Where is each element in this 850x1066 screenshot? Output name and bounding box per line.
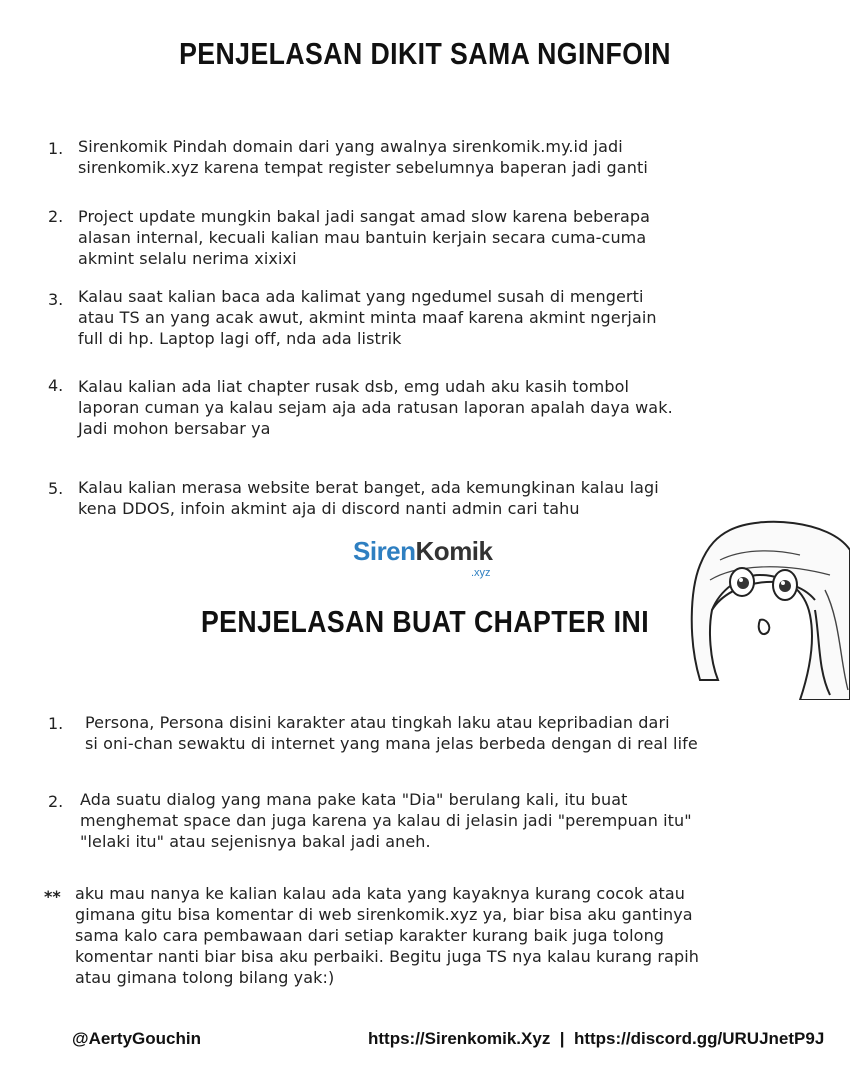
list-item-line: Ada suatu dialog yang mana pake kata "Dia" berulang kali, itu buat: [80, 790, 628, 809]
note-line: aku mau nanya ke kalian kalau ada kata yang kayaknya kurang cocok atau: [75, 884, 685, 903]
item-number: 1.: [48, 139, 64, 158]
list-item: [85, 712, 698, 754]
author-handle: @AertyGouchin: [72, 1029, 201, 1048]
list-item-line: Kalau kalian merasa website berat banget, ada kemungkinan kalau lagi: [78, 478, 659, 497]
list-item: [78, 206, 650, 269]
list-item-line: Sirenkomik Pindah domain dari yang awalnya sirenkomik.my.id jadi: [78, 137, 623, 156]
list-item-line: laporan cuman ya kalau sejam aja ada ratusan laporan apalah daya wak.: [78, 398, 673, 417]
item-number: 1.: [48, 714, 64, 733]
list-item-line: Kalau kalian ada liat chapter rusak dsb, emg udah aku kasih tombol: [78, 377, 630, 396]
list-item-line: full di hp. Laptop lagi off, nda ada listrik: [78, 329, 402, 348]
list-item-line: kena DDOS, infoin akmint aja di discord nanti admin cari tahu: [78, 499, 580, 518]
list-item-line: Persona, Persona disini karakter atau tingkah laku atau kepribadian dari: [85, 713, 670, 732]
sirenkomik-logo: [353, 536, 493, 567]
item-number: 3.: [48, 290, 64, 309]
item-number: 5.: [48, 479, 64, 498]
list-item: [78, 136, 648, 178]
note-paragraph: [75, 883, 699, 988]
list-item: [80, 789, 692, 852]
section-2-title: PENJELASAN BUAT CHAPTER INI: [200, 604, 650, 639]
list-item-line: alasan internal, kecuali kalian mau bantuin kerjain secara cuma-cuma: [78, 228, 647, 247]
logo-komik-text: Komik: [415, 536, 493, 566]
list-item-line: Jadi mohon bersabar ya: [78, 419, 271, 438]
item-number: 4.: [48, 376, 64, 395]
footer-links: https://Sirenkomik.Xyz | https://discord.gg/URUJnetP9J: [368, 1029, 825, 1048]
item-number: 2.: [48, 792, 64, 811]
list-item-line: Kalau saat kalian baca ada kalimat yang ngedumel susah di mengerti: [78, 287, 644, 306]
logo-tld: .xyz: [471, 567, 491, 579]
list-item-line: Project update mungkin bakal jadi sangat amad slow karena beberapa: [78, 207, 651, 226]
note-line: atau gimana tolong bilang yak:): [75, 968, 335, 987]
list-item-line: atau TS an yang acak awut, akmint minta maaf karena akmint ngerjain: [78, 308, 657, 327]
note-marker: **: [44, 887, 61, 906]
logo-siren-text: Siren: [353, 536, 416, 566]
note-line: gimana gitu bisa komentar di web sirenkomik.xyz ya, biar bisa aku gantinya: [75, 905, 693, 924]
note-line: sama kalo cara pembawaan dari setiap karakter kurang baik juga tolong: [75, 926, 665, 945]
list-item-line: menghemat space dan juga karena ya kalau di jelasin jadi "perempuan itu": [80, 811, 692, 830]
section-1-title: PENJELASAN DIKIT SAMA NGINFOIN: [179, 36, 671, 71]
note-line: komentar nanti biar bisa aku perbaiki. Begitu juga TS nya kalau kurang rapih: [75, 947, 699, 966]
list-item: [78, 286, 657, 349]
list-item: [78, 477, 659, 519]
list-item-line: sirenkomik.xyz karena tempat register sebelumnya baperan jadi ganti: [78, 158, 648, 177]
list-item-line: si oni-chan sewaktu di internet yang mana jelas berbeda dengan di real life: [85, 734, 698, 753]
item-number: 2.: [48, 207, 64, 226]
list-item-line: "lelaki itu" atau sejenisnya bakal jadi aneh.: [80, 832, 431, 851]
list-item: [78, 376, 673, 439]
list-item-line: akmint selalu nerima xixixi: [78, 249, 297, 268]
